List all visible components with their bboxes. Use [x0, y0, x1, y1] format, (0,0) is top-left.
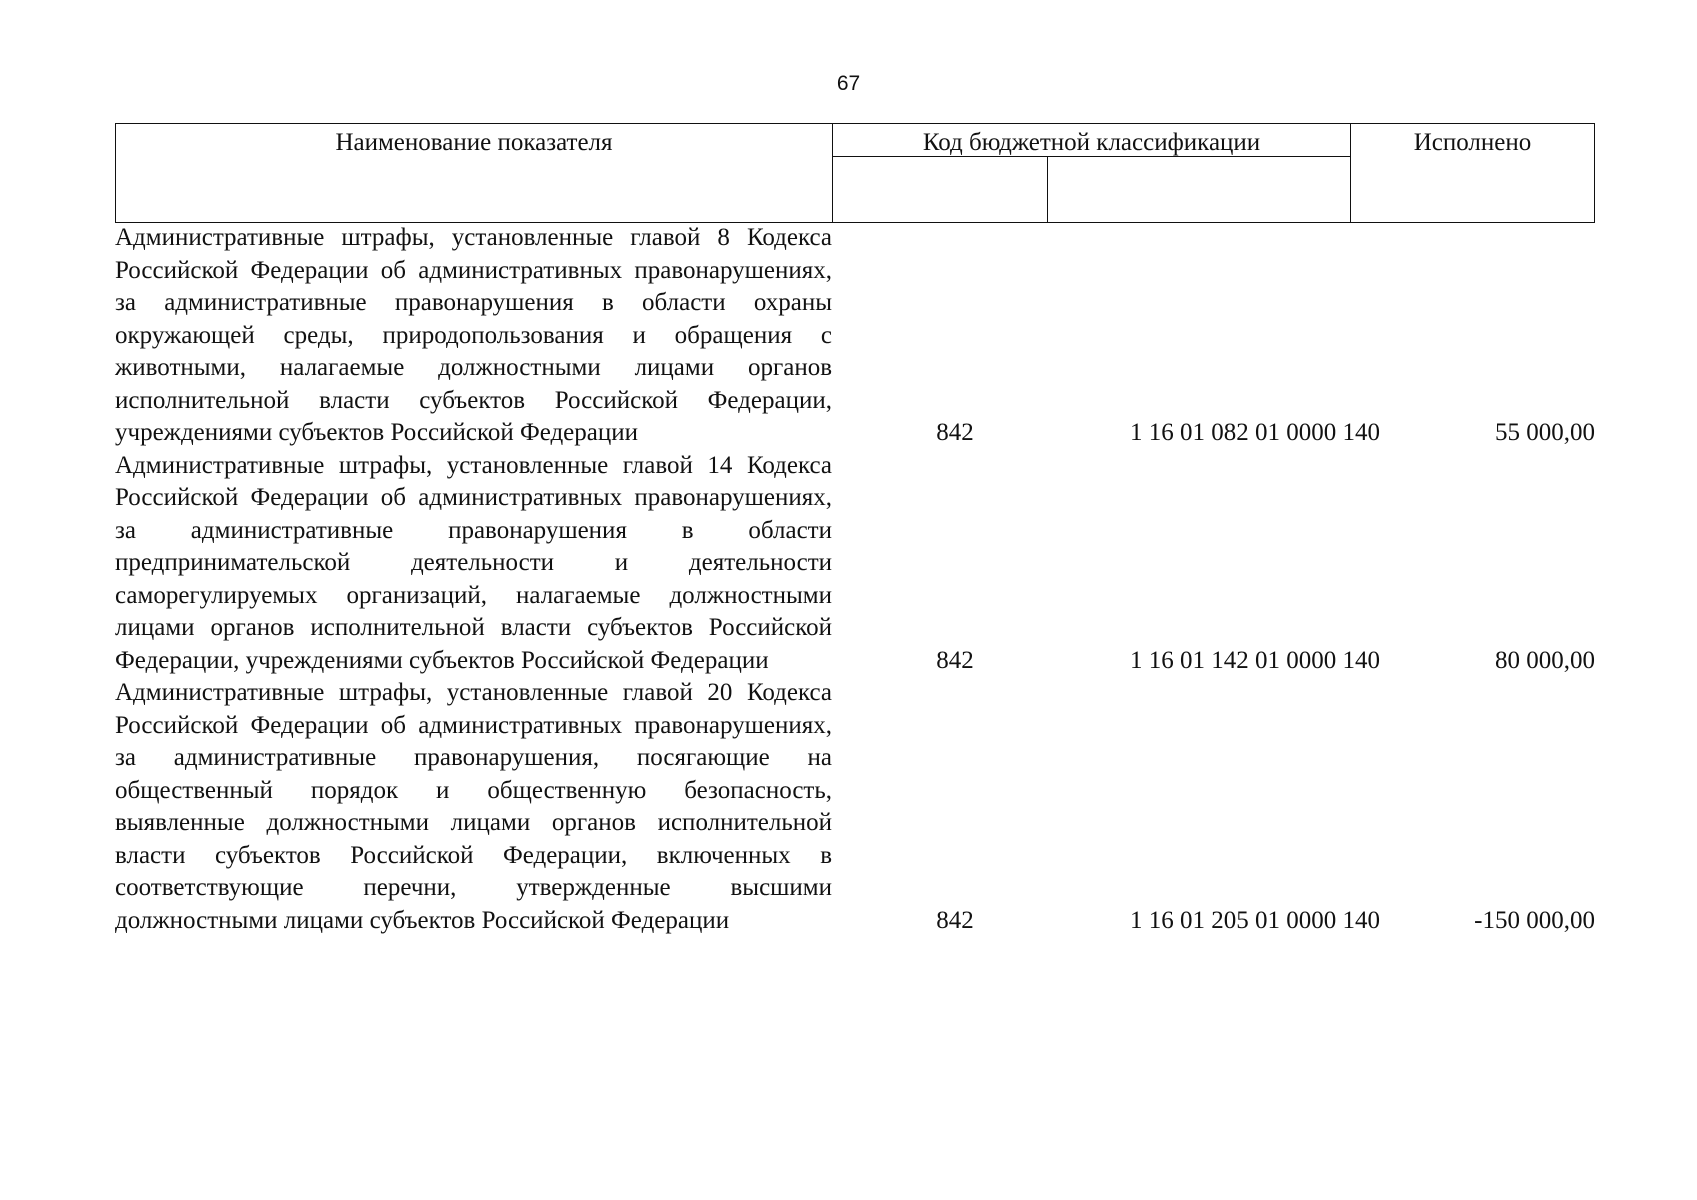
header-name-label: Наименование показателя [335, 129, 613, 156]
header-code-label: Код бюджетной классификации [833, 124, 1350, 157]
row-name: Административные штрафы, установленные главой 8 Кодекса Российской Федерации об административных правонарушениях, за административные правонарушения в области охраны окружающей среды, природопользования и обращения с животными, налагаемые должностными лицами органов исполнительной власти субъектов Российской Федерации, учреждениями субъектов Российской Федерации [115, 224, 832, 446]
table-row [115, 222, 1595, 450]
table-body [115, 222, 1595, 937]
row-admin-code: 842 [936, 646, 974, 674]
table-row [115, 677, 1595, 937]
header-subcell-admin [833, 157, 1048, 222]
table-row [115, 450, 1595, 678]
row-amount: 55 000,00 [1495, 419, 1595, 446]
row-budget-code: 1 16 01 205 01 0000 140 [1130, 906, 1380, 934]
header-cell-name [116, 124, 833, 222]
row-budget-code: 1 16 01 142 01 0000 140 [1130, 646, 1380, 674]
header-cell-executed [1351, 124, 1594, 222]
row-amount: 80 000,00 [1495, 646, 1595, 674]
page-number: 67 [836, 72, 861, 95]
row-budget-code: 1 16 01 082 01 0000 140 [1130, 419, 1380, 446]
table-header [115, 123, 1595, 223]
header-cell-code [833, 124, 1351, 222]
header-executed-label: Исполнено [1413, 129, 1532, 156]
row-name: Административные штрафы, установленные главой 14 Кодекса Российской Федерации об административных правонарушениях, за административные правонарушения в области предпринимательской деятельности и деятельности саморегулируемых организаций, налагаемые должностными лицами органов исполнительной власти субъектов Российской Федерации, учреждениями субъектов Российской Федерации [115, 451, 832, 674]
row-amount: -150 000,00 [1474, 906, 1595, 934]
row-name: Административные штрафы, установленные главой 20 Кодекса Российской Федерации об административных правонарушениях, за административные правонарушения, посягающие на общественный порядок и общественную безопасность, выявленные должностными лицами органов исполнительной власти субъектов Российской Федерации, включенных в соответствующие перечни, утвержденные высшими должностными лицами субъектов Российской Федерации [115, 679, 832, 934]
row-admin-code: 842 [936, 906, 974, 934]
row-admin-code: 842 [936, 419, 974, 446]
